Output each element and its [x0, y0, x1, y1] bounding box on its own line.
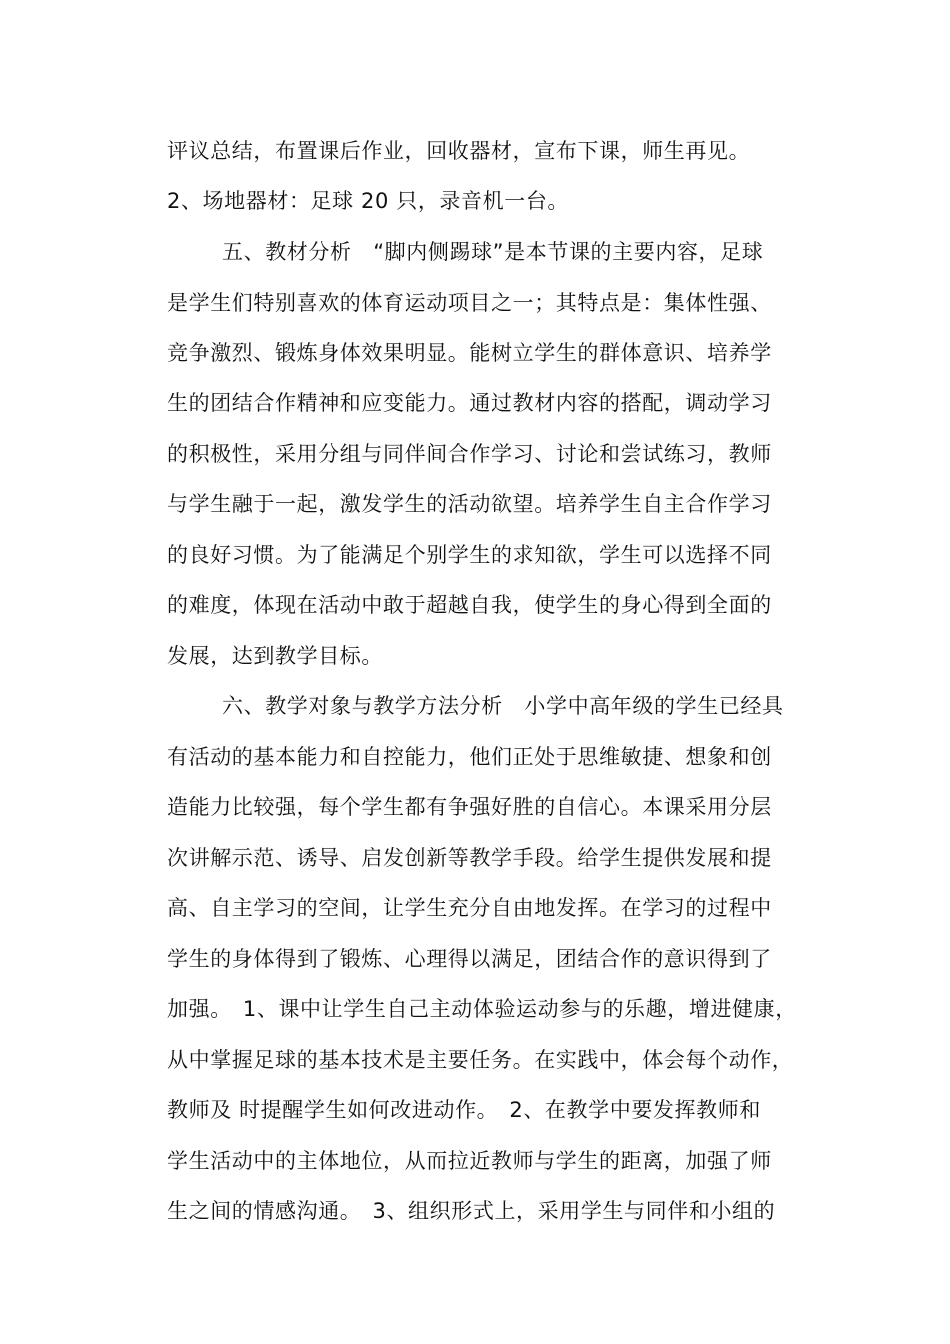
text-line: 生之间的情感沟通。 3、组织形式上，采用学生与同伴和小组的 — [167, 1199, 776, 1223]
text-line: 的积极性，采用分组与同伴间合作学习、讨论和尝试练习，教师 — [167, 442, 772, 466]
text-line: 从中掌握足球的基本技术是主要任务。在实践中，体会每个动作， — [167, 1048, 794, 1072]
text-line: 生的团结合作精神和应变能力。通过教材内容的搭配，调动学习 — [167, 391, 772, 415]
text-line: 发展，达到教学目标。 — [167, 644, 383, 668]
text-line: 加强。 1、课中让学生自己主动体验运动参与的乐趣，增进健康， — [167, 997, 797, 1021]
text-line: 次讲解示范、诱导、启发创新等教学手段。给学生提供发展和提 — [167, 846, 772, 870]
text-line: 的难度，体现在活动中敢于超越自我，使学生的身心得到全面的 — [167, 593, 772, 617]
text-line: 2、场地器材：足球 20 只，录音机一台。 — [167, 189, 570, 213]
text-line: 高、自主学习的空间，让学生充分自由地发挥。在学习的过程中 — [167, 896, 772, 920]
text-line: 学生活动中的主体地位，从而拉近教师与学生的距离，加强了师 — [167, 1149, 772, 1173]
text-line: 是学生们特别喜欢的体育运动项目之一；其特点是：集体性强、 — [167, 291, 772, 315]
text-line: 有活动的基本能力和自控能力，他们正处于思维敏捷、想象和创 — [167, 745, 772, 769]
text-line: 造能力比较强，每个学生都有争强好胜的自信心。本课采用分层 — [167, 795, 772, 819]
text-line: 与学生融于一起，激发学生的活动欲望。培养学生自主合作学习 — [167, 492, 772, 516]
text-line: 评议总结，布置课后作业，回收器材，宣布下课，师生再见。 — [167, 139, 751, 163]
text-line: 学生的身体得到了锻炼、心理得以满足，团结合作的意识得到了 — [167, 947, 772, 971]
text-line: 教师及 时提醒学生如何改进动作。 2、在教学中要发挥教师和 — [167, 1098, 761, 1122]
text-line: 竞争激烈、锻炼身体效果明显。能树立学生的群体意识、培养学 — [167, 341, 772, 365]
text-line: 的良好习惯。为了能满足个别学生的求知欲，学生可以选择不同 — [167, 543, 772, 567]
section-heading-line: 六、教学对象与教学方法分析 小学中高年级的学生已经具 — [222, 694, 784, 718]
section-heading-line: 五、教材分析 “脚内侧踢球”是本节课的主要内容，足球 — [222, 240, 764, 264]
